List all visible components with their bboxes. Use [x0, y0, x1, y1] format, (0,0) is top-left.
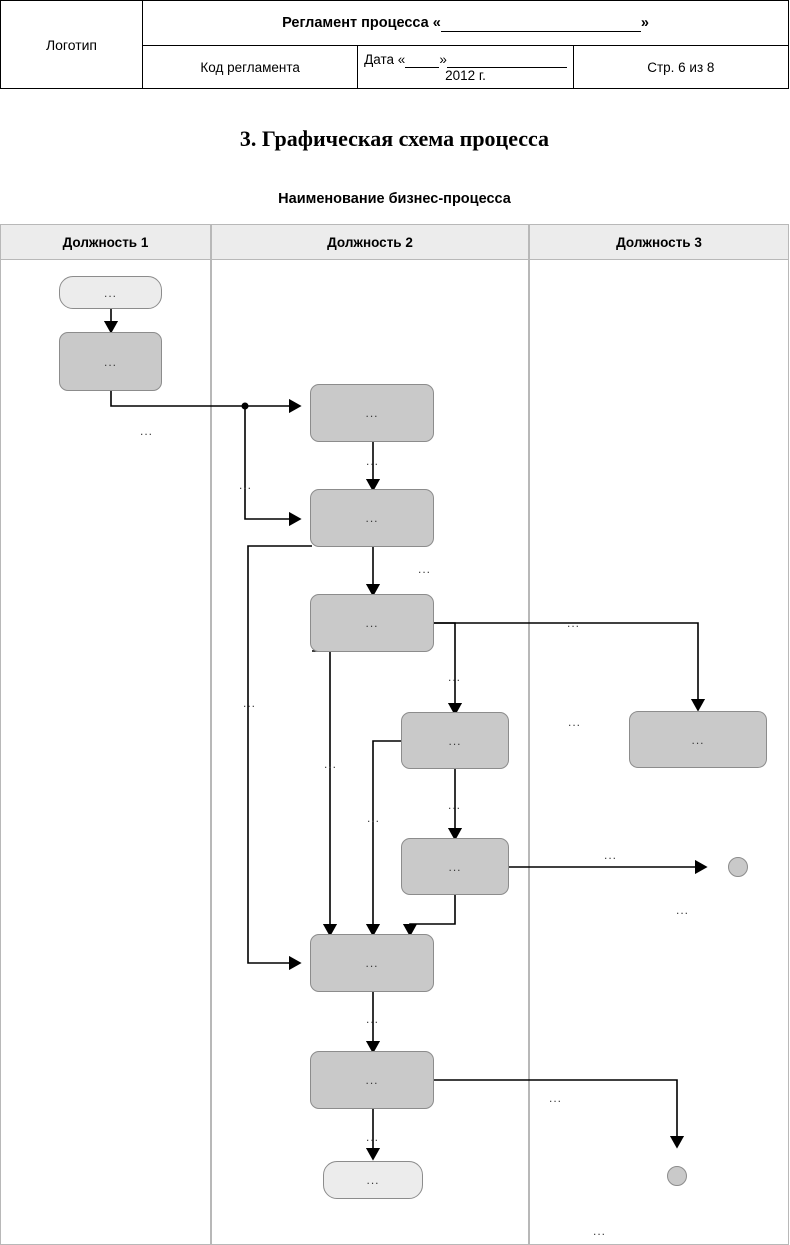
edge-label-17: ...	[593, 1224, 607, 1238]
edge-label-15: ...	[549, 1091, 563, 1105]
edge-label-9: ...	[324, 757, 338, 771]
regulation-code-cell: Код регламента	[143, 46, 358, 89]
regulation-title-prefix: Регламент процесса «	[282, 14, 441, 31]
edge-label-8: ...	[243, 696, 257, 710]
date-month-blank	[447, 52, 567, 68]
date-year: 2012 г.	[445, 67, 486, 83]
regulation-title-blank	[441, 15, 641, 32]
regulation-title-cell	[143, 1, 789, 46]
date-prefix: Дата «	[364, 51, 406, 67]
edge-label-14: ...	[366, 1012, 380, 1026]
flow-node-task-3[interactable]: ...	[310, 489, 434, 547]
edge-label-4: ...	[418, 562, 432, 576]
edge-label-6: ...	[448, 670, 462, 684]
flow-node-task-6[interactable]: ...	[401, 838, 509, 895]
edge-label-5: ...	[567, 616, 581, 630]
swimlane-diagram	[0, 224, 789, 1245]
flow-node-task-7[interactable]: ...	[629, 711, 767, 768]
flow-node-task-4[interactable]: ...	[310, 594, 434, 652]
edge-label-11: ...	[367, 811, 381, 825]
page-title: 3. Графическая схема процесса	[239, 126, 550, 151]
process-name-subtitle: Наименование бизнес-процесса	[278, 191, 511, 207]
edge-label-13: ...	[676, 903, 690, 917]
flow-node-task-1[interactable]: ...	[59, 332, 162, 391]
page-number-cell: Стр. 6 из 8	[573, 46, 788, 89]
lane-header-2: Должность 2	[211, 224, 529, 260]
lane-header-3: Должность 3	[529, 224, 789, 260]
date-day-blank	[405, 52, 439, 68]
flow-endpoint-1[interactable]	[728, 857, 748, 877]
document-header-table	[0, 0, 789, 89]
flow-node-finish[interactable]: ...	[323, 1161, 423, 1199]
flow-node-task-8[interactable]: ...	[310, 934, 434, 992]
edge-label-2: ...	[366, 454, 380, 468]
logo-cell: Логотип	[1, 1, 143, 89]
flow-node-task-9[interactable]: ...	[310, 1051, 434, 1109]
edge-label-12: ...	[604, 848, 618, 862]
edge-label-16: ...	[366, 1130, 380, 1144]
edge-label-7: ...	[568, 715, 582, 729]
regulation-title-suffix: »	[640, 14, 649, 31]
flow-node-task-5[interactable]: ...	[401, 712, 509, 769]
regulation-date-cell	[358, 46, 573, 89]
edge-label-1: ...	[140, 424, 154, 438]
lane-header-1: Должность 1	[0, 224, 211, 260]
flow-node-start[interactable]: ...	[59, 276, 162, 309]
date-mid: »	[439, 51, 447, 67]
flow-endpoint-2[interactable]	[667, 1166, 687, 1186]
edge-label-10: ...	[448, 798, 462, 812]
edge-label-3: ...	[239, 478, 253, 492]
flow-node-task-2[interactable]: ...	[310, 384, 434, 442]
